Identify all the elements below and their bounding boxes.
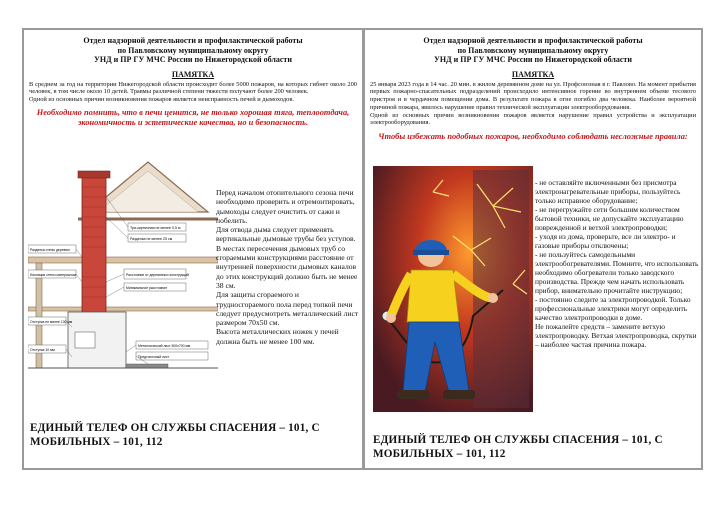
right-leaflet <box>363 28 703 470</box>
left-intro-text: В среднем за год на территории Нижегородской области происходит более 5000 пожаров, на которых гибнет около 200 человек, в том числе около 10 детей. Травмы различной степени тяжести получают более 200 человек. <box>29 80 357 96</box>
left-header <box>24 36 362 65</box>
left-instructions <box>216 188 359 346</box>
right-header-line-2: по Павловскому муниципальному округу <box>457 45 609 55</box>
diagram-label-6 <box>28 345 66 353</box>
left-pamyatka-title: ПАМЯТКА <box>171 69 215 79</box>
rule-item: - не перегружайте сети большим количеством бытовой техники, не допускайте эксплуатацию поврежденной и ветхой электропроводки; <box>535 205 684 232</box>
rule-item: - уходя из дома, проверьте, все ли электро- и газовые приборы отключены; <box>535 232 676 250</box>
rule-item: - постоянно следите за электропроводкой. Только профессиональные электрики могут определить качество электропроводки в доме. <box>535 295 691 322</box>
right-intro-text-2: Одной из основных причин возникновения пожаров является нарушение правил устройства и эксплуатации электрооборудования. <box>370 111 696 127</box>
svg-text:Изоляция стены материалом: Изоляция стены материалом <box>30 273 76 277</box>
svg-text:Разделка стены деревом: Разделка стены деревом <box>30 248 70 252</box>
instruction-3: Для защиты сгораемого и трудносгораемого пола перед топкой печи следует предусмотреть металлический лист размером 70х50 см. <box>216 290 359 328</box>
left-red-warning: Необходимо помнить, что в печи ценится, не только хорошая тяга, теплоотдача, экономичность и эстетические качества, но и безопасность. <box>36 107 350 127</box>
rule-item: - не пользуйтесь самодельными электрообогревателями. Помните, что использовать необходимо обогреватели только заводского производства. Прежде чем начать использовать прибор, внимательно прочитайте инструкцию; <box>535 250 699 295</box>
svg-text:Отступка не менее 130 мм: Отступка не менее 130 мм <box>30 320 73 324</box>
right-red-warning: Чтобы избежать подобных пожаров, необходимо соблюдать несложные правила: <box>378 132 688 142</box>
svg-text:Расстояние от деревянных конст: Расстояние от деревянных конструкций <box>126 273 189 277</box>
rule-item: Не пожалейте средств – замените ветхую электропроводку. Ветхая электропроводка, скрутки – наиболее частая причина пожара. <box>535 322 697 349</box>
electrician-illustration <box>373 166 533 412</box>
right-header <box>365 36 701 65</box>
stove-chimney-diagram <box>28 157 218 372</box>
left-header-line-3: УНД и ПР ГУ МЧС России по Нижегородской области <box>94 55 292 64</box>
right-phone-banner: ЕДИНЫЙ ТЕЛЕФ ОН СЛУЖБЫ СПАСЕНИЯ – 101, С МОБИЛЬНЫХ – 101, 112 <box>373 434 663 460</box>
diagram-label-top1 <box>128 223 186 231</box>
right-header-line-3: УНД и ПР ГУ МЧС России по Нижегородской области <box>434 55 632 64</box>
right-rules-list <box>535 178 699 349</box>
right-header-line-1: Отдел надзорной деятельности и профилактической работы <box>423 36 643 45</box>
left-phone-banner: ЕДИНЫЙ ТЕЛЕФ ОН СЛУЖБЫ СПАСЕНИЯ – 101, С МОБИЛЬНЫХ – 101, 112 <box>30 422 320 448</box>
svg-text:Металлический лист 500х700 мм: Металлический лист 500х700 мм <box>138 344 191 348</box>
svg-text:Три-кирпичная не менее 0,5 м: Три-кирпичная не менее 0,5 м <box>130 226 181 230</box>
diagram-label-2 <box>28 270 77 278</box>
left-leaflet <box>22 28 364 470</box>
svg-text:Отступка 10 мм: Отступка 10 мм <box>30 348 55 352</box>
instruction-1: Перед началом отопительного сезона печи необходимо проверить и отремонтировать, дымоходы следует очистить от сажи и побелить. <box>216 188 355 225</box>
diagram-label-4 <box>124 283 186 291</box>
instruction-2: Для отвода дыма следует применять вертикальные дымовые трубы без уступов. В местах пересечения дымовых труб со сгораемыми конструкциями расстояние от внутренней поверхности дымовых каналов до этих конструкций должно быть не менее 38 см. <box>216 225 358 290</box>
svg-text:Минимальное расстояние: Минимальное расстояние <box>126 286 168 290</box>
rule-item: - не оставляйте включенными без присмотра электронагревательные приборы, пользуйтесь только исправное оборудование; <box>535 178 681 205</box>
diagram-label-3 <box>124 269 189 279</box>
diagram-label-7 <box>136 341 208 349</box>
diagram-label-8 <box>136 352 208 360</box>
left-header-line-1: Отдел надзорной деятельности и профилактической работы <box>83 36 303 45</box>
diagram-label-1 <box>28 245 76 253</box>
svg-text:Разделка не менее 25 см: Разделка не менее 25 см <box>130 237 173 241</box>
diagram-label-top2 <box>128 234 186 242</box>
left-header-line-2: по Павловскому муниципальному округу <box>117 45 269 55</box>
right-pamyatka-title: ПАМЯТКА <box>511 69 555 79</box>
right-intro-text: 25 января 2023 года в 14 час. 20 мин. в жилом деревянном доме на ул. Профсоюзная в г. Павлово. На момент прибытия первых пожарно-спасательных подразделений происходило интенсивное горение во внутреннем объеме тесового пристроя и в чердачном помещении дома. В результате пожара в огне погибло два человека. Наиболее вероятной причиной пожара, явилось нарушение правил технической эксплуатации электрооборудования. <box>370 80 696 111</box>
svg-text:Предтопочный лист: Предтопочный лист <box>138 355 170 359</box>
left-intro-text-2: Одной из основных причин возникновения пожаров является неисправность печей и дымоходов. <box>29 96 294 104</box>
instruction-4: Высота металлических ножек у печей должна быть не менее 100 мм. <box>216 327 339 346</box>
